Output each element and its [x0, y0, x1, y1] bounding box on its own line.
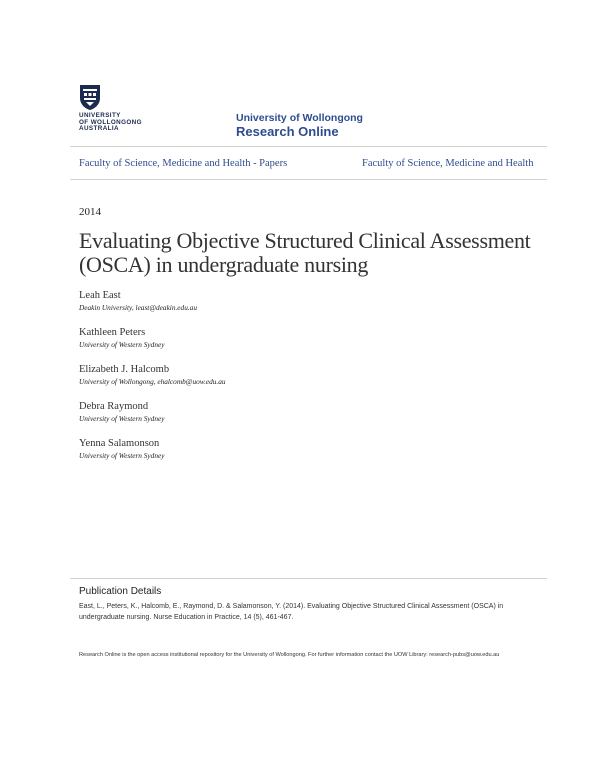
author-entry	[79, 401, 164, 423]
author-name[interactable]: Kathleen Peters	[79, 327, 146, 338]
article-title: Evaluating Objective Structured Clinical Assessment (OSCA) in undergraduate nursing	[79, 228, 531, 277]
faculty-link[interactable]: Faculty of Science, Medicine and Health	[362, 158, 534, 169]
crest-icon	[79, 84, 101, 111]
logo-line: AUSTRALIA	[79, 125, 119, 133]
publication-citation: East, L., Peters, K., Halcomb, E., Raymond, D. & Salamonson, Y. (2014). Evaluating Objective Structured Clinical Assessment (OSCA) in undergraduate nursing. Nurse Education in Practice, 14 (5), 461-467.	[79, 603, 504, 621]
publication-details-heading: Publication Details	[79, 586, 162, 597]
faculty-papers-link[interactable]: Faculty of Science, Medicine and Health - Papers	[79, 158, 288, 169]
author-affiliation: University of Western Sydney	[79, 451, 165, 460]
repository-footer-note: Research Online is the open access institutional repository for the University of Wollongong. For further information contact the UOW Library: research-pubs@uow.edu.au	[79, 652, 500, 658]
author-entry	[79, 290, 197, 312]
research-online-link[interactable]: Research Online	[236, 124, 339, 139]
author-name[interactable]: Debra Raymond	[79, 401, 149, 412]
logo-line: OF WOLLONGONG	[79, 118, 142, 126]
author-name[interactable]: Leah East	[79, 290, 121, 301]
divider-top	[70, 146, 547, 147]
logo-wordmark	[79, 113, 142, 133]
author-entry	[79, 364, 226, 386]
author-name[interactable]: Yenna Salamonson	[79, 438, 160, 449]
author-affiliation: Deakin University, least@deakin.edu.au	[79, 303, 197, 312]
author-entry	[79, 438, 164, 460]
author-affiliation: University of Western Sydney	[79, 340, 165, 349]
author-name[interactable]: Elizabeth J. Halcomb	[79, 364, 170, 375]
author-affiliation: University of Wollongong, ehalcomb@uow.edu.au	[79, 377, 226, 386]
divider-bottom	[70, 179, 547, 180]
divider-publication	[70, 578, 547, 579]
author-entry	[79, 327, 164, 349]
logo-line: UNIVERSITY	[79, 112, 121, 119]
university-logo[interactable]	[79, 84, 159, 136]
publication-year: 2014	[79, 206, 101, 218]
author-affiliation: University of Western Sydney	[79, 414, 165, 423]
university-name-link[interactable]: University of Wollongong	[236, 112, 363, 124]
